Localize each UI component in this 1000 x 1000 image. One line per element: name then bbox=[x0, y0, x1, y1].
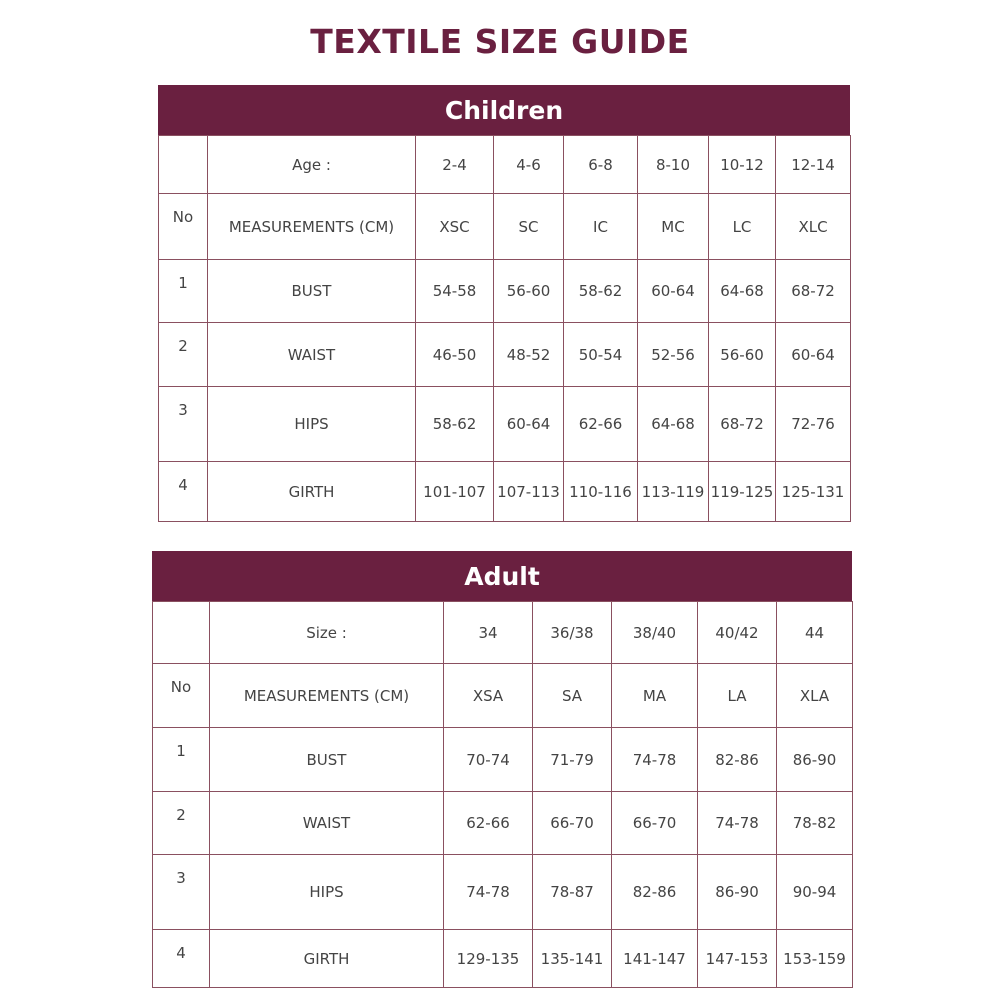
size-number-cell: 44 bbox=[777, 602, 853, 664]
value-cell: 82-86 bbox=[698, 728, 777, 792]
adult-size-row bbox=[153, 664, 853, 728]
measurement-name: WAIST bbox=[208, 323, 416, 387]
measurement-name: GIRTH bbox=[208, 462, 416, 522]
measurement-name: WAIST bbox=[210, 792, 444, 855]
measurement-name: HIPS bbox=[208, 387, 416, 462]
row-number: 4 bbox=[159, 462, 208, 522]
value-cell: 74-78 bbox=[444, 855, 533, 930]
children-table bbox=[158, 135, 851, 522]
value-cell: 58-62 bbox=[564, 260, 638, 323]
age-cell: 6-8 bbox=[564, 136, 638, 194]
row-number: 3 bbox=[153, 855, 210, 930]
table-row bbox=[159, 387, 851, 462]
age-cell: 10-12 bbox=[709, 136, 776, 194]
value-cell: 60-64 bbox=[776, 323, 851, 387]
children-age-row bbox=[159, 136, 851, 194]
value-cell: 68-72 bbox=[776, 260, 851, 323]
value-cell: 78-87 bbox=[533, 855, 612, 930]
value-cell: 74-78 bbox=[612, 728, 698, 792]
value-cell: 90-94 bbox=[777, 855, 853, 930]
size-number-cell: 38/40 bbox=[612, 602, 698, 664]
empty-cell bbox=[159, 136, 208, 194]
size-number-cell: 34 bbox=[444, 602, 533, 664]
row-number: 2 bbox=[153, 792, 210, 855]
size-number-cell: 36/38 bbox=[533, 602, 612, 664]
value-cell: 70-74 bbox=[444, 728, 533, 792]
value-cell: 110-116 bbox=[564, 462, 638, 522]
value-cell: 46-50 bbox=[416, 323, 494, 387]
measurement-name: BUST bbox=[208, 260, 416, 323]
value-cell: 125-131 bbox=[776, 462, 851, 522]
value-cell: 147-153 bbox=[698, 930, 777, 988]
adult-table bbox=[152, 601, 853, 988]
value-cell: 68-72 bbox=[709, 387, 776, 462]
row-number: 4 bbox=[153, 930, 210, 988]
value-cell: 54-58 bbox=[416, 260, 494, 323]
value-cell: 113-119 bbox=[638, 462, 709, 522]
value-cell: 119-125 bbox=[709, 462, 776, 522]
page-title: TEXTILE SIZE GUIDE bbox=[310, 22, 690, 61]
age-cell: 2-4 bbox=[416, 136, 494, 194]
size-cell: SA bbox=[533, 664, 612, 728]
table-row bbox=[159, 260, 851, 323]
size-cell: XLC bbox=[776, 194, 851, 260]
value-cell: 82-86 bbox=[612, 855, 698, 930]
size-cell: SC bbox=[494, 194, 564, 260]
size-cell: XSC bbox=[416, 194, 494, 260]
table-row bbox=[153, 855, 853, 930]
children-heading: Children bbox=[158, 85, 850, 135]
age-cell: 4-6 bbox=[494, 136, 564, 194]
measurement-name: HIPS bbox=[210, 855, 444, 930]
value-cell: 62-66 bbox=[564, 387, 638, 462]
children-size-table bbox=[158, 85, 850, 522]
value-cell: 56-60 bbox=[494, 260, 564, 323]
age-label: Age : bbox=[208, 136, 416, 194]
no-header: No bbox=[159, 194, 208, 260]
row-number: 3 bbox=[159, 387, 208, 462]
value-cell: 129-135 bbox=[444, 930, 533, 988]
value-cell: 66-70 bbox=[533, 792, 612, 855]
value-cell: 56-60 bbox=[709, 323, 776, 387]
table-row bbox=[153, 930, 853, 988]
table-row bbox=[153, 792, 853, 855]
measurements-header: MEASUREMENTS (CM) bbox=[208, 194, 416, 260]
value-cell: 62-66 bbox=[444, 792, 533, 855]
age-cell: 8-10 bbox=[638, 136, 709, 194]
value-cell: 135-141 bbox=[533, 930, 612, 988]
size-cell: MA bbox=[612, 664, 698, 728]
size-cell: MC bbox=[638, 194, 709, 260]
adult-heading: Adult bbox=[152, 551, 852, 601]
value-cell: 64-68 bbox=[638, 387, 709, 462]
measurements-header: MEASUREMENTS (CM) bbox=[210, 664, 444, 728]
no-header: No bbox=[153, 664, 210, 728]
size-number-cell: 40/42 bbox=[698, 602, 777, 664]
measurement-name: BUST bbox=[210, 728, 444, 792]
value-cell: 50-54 bbox=[564, 323, 638, 387]
value-cell: 101-107 bbox=[416, 462, 494, 522]
age-cell: 12-14 bbox=[776, 136, 851, 194]
size-cell: IC bbox=[564, 194, 638, 260]
value-cell: 48-52 bbox=[494, 323, 564, 387]
adult-size-table bbox=[152, 551, 852, 988]
table-row bbox=[159, 323, 851, 387]
value-cell: 86-90 bbox=[777, 728, 853, 792]
empty-cell bbox=[153, 602, 210, 664]
table-row bbox=[159, 462, 851, 522]
size-cell: XSA bbox=[444, 664, 533, 728]
value-cell: 64-68 bbox=[709, 260, 776, 323]
value-cell: 153-159 bbox=[777, 930, 853, 988]
value-cell: 78-82 bbox=[777, 792, 853, 855]
value-cell: 141-147 bbox=[612, 930, 698, 988]
size-cell: LA bbox=[698, 664, 777, 728]
value-cell: 60-64 bbox=[494, 387, 564, 462]
adult-size-label-row bbox=[153, 602, 853, 664]
value-cell: 60-64 bbox=[638, 260, 709, 323]
value-cell: 72-76 bbox=[776, 387, 851, 462]
value-cell: 66-70 bbox=[612, 792, 698, 855]
row-number: 1 bbox=[153, 728, 210, 792]
value-cell: 107-113 bbox=[494, 462, 564, 522]
table-row bbox=[153, 728, 853, 792]
value-cell: 71-79 bbox=[533, 728, 612, 792]
row-number: 1 bbox=[159, 260, 208, 323]
children-size-row bbox=[159, 194, 851, 260]
size-cell: XLA bbox=[777, 664, 853, 728]
row-number: 2 bbox=[159, 323, 208, 387]
value-cell: 58-62 bbox=[416, 387, 494, 462]
value-cell: 52-56 bbox=[638, 323, 709, 387]
size-cell: LC bbox=[709, 194, 776, 260]
value-cell: 74-78 bbox=[698, 792, 777, 855]
measurement-name: GIRTH bbox=[210, 930, 444, 988]
value-cell: 86-90 bbox=[698, 855, 777, 930]
size-label: Size : bbox=[210, 602, 444, 664]
